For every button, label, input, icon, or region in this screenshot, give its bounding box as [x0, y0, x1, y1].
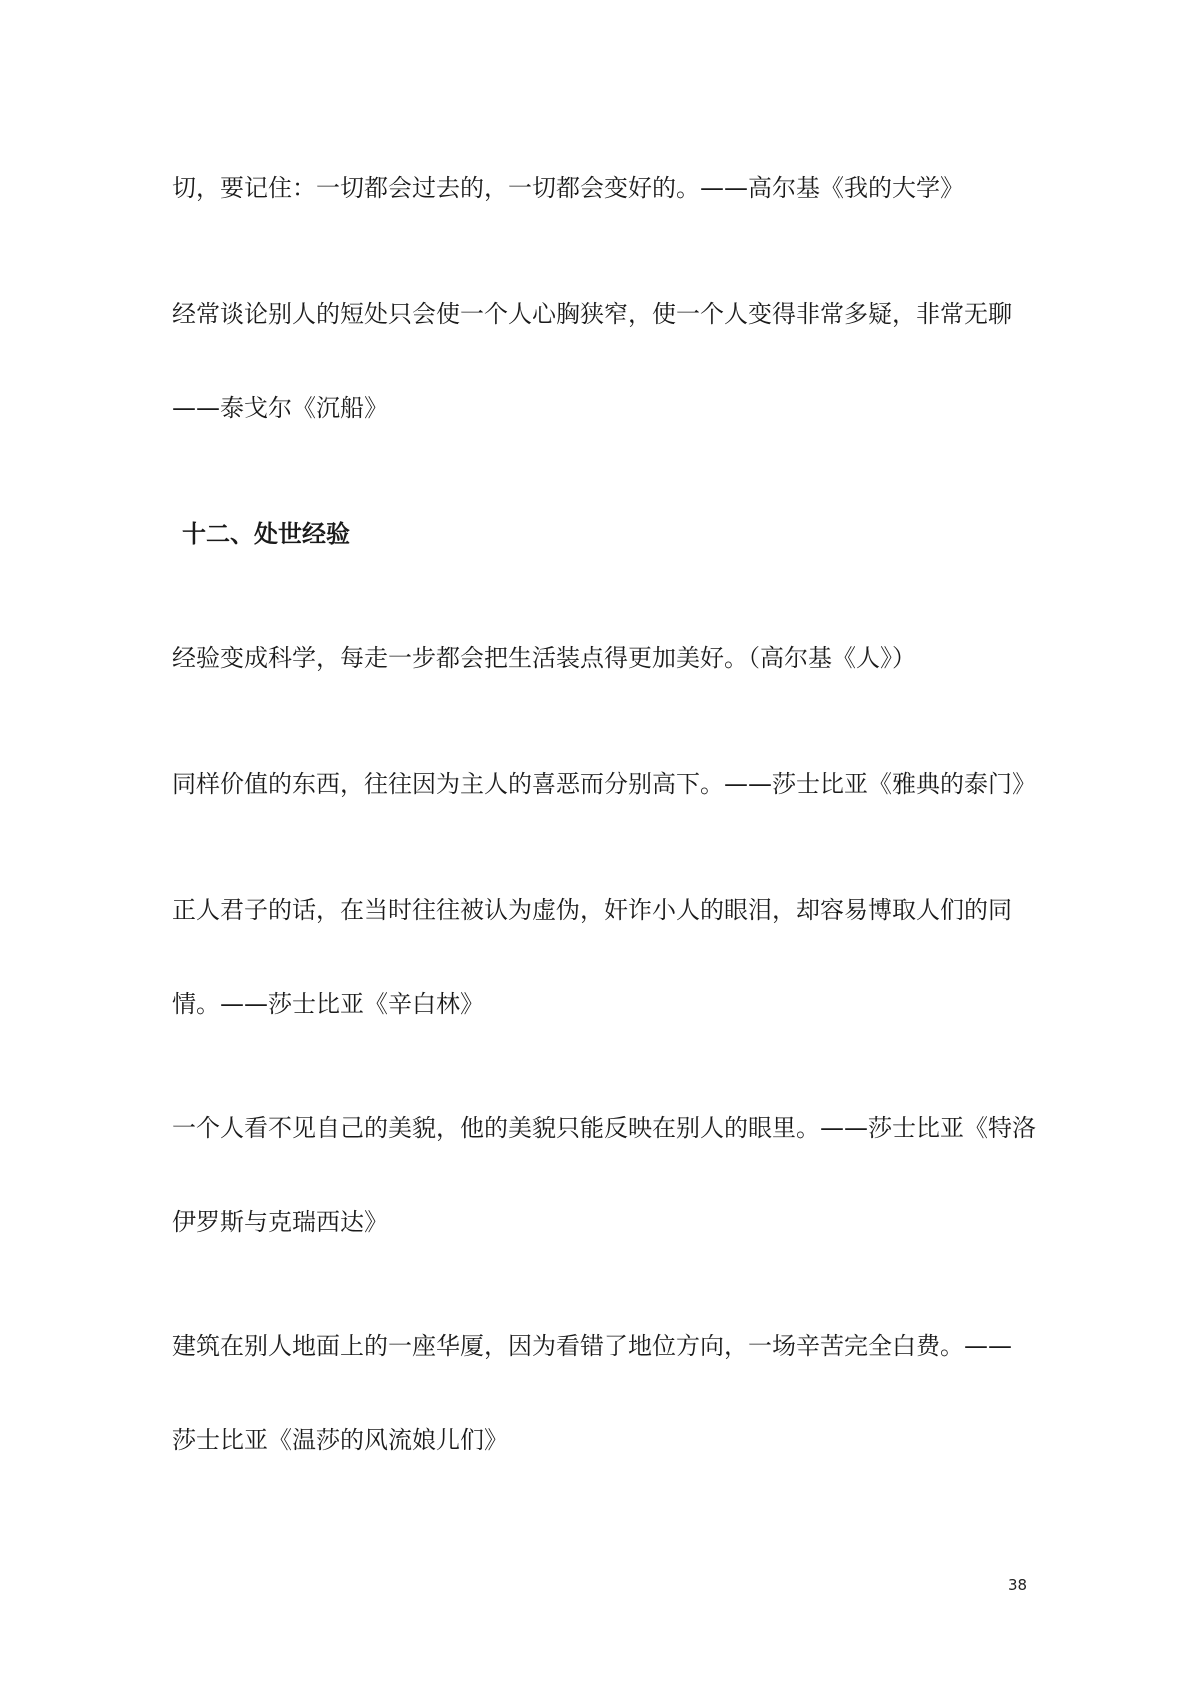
text-line: 伊罗斯与克瑞西达》	[172, 1208, 388, 1236]
text-line: 正人君子的话，在当时往往被认为虚伪，奸诈小人的眼泪，却容易博取人们的同	[172, 896, 1012, 924]
text-line: ——泰戈尔《沉船》	[172, 394, 388, 422]
text-line: 切，要记住：一切都会过去的，一切都会变好的。——高尔基《我的大学》	[172, 174, 964, 202]
text-line: 莎士比亚《温莎的风流娘儿们》	[172, 1426, 508, 1454]
page-number: 38	[1008, 1576, 1028, 1594]
text-line: 一个人看不见自己的美貌，他的美貌只能反映在别人的眼里。——莎士比亚《特洛	[172, 1114, 1036, 1142]
text-line: 建筑在别人地面上的一座华厦，因为看错了地位方向，一场辛苦完全白费。——	[172, 1332, 1012, 1360]
text-line: 经验变成科学，每走一步都会把生活装点得更加美好。（高尔基《人》）	[172, 644, 916, 672]
text-line: 经常谈论别人的短处只会使一个人心胸狭窄，使一个人变得非常多疑，非常无聊	[172, 300, 1012, 328]
text-line: 情。——莎士比亚《辛白林》	[172, 990, 484, 1018]
section-heading: 十二、处世经验	[182, 520, 350, 548]
text-line: 同样价值的东西，往往因为主人的喜恶而分别高下。——莎士比亚《雅典的泰门》	[172, 770, 1036, 798]
